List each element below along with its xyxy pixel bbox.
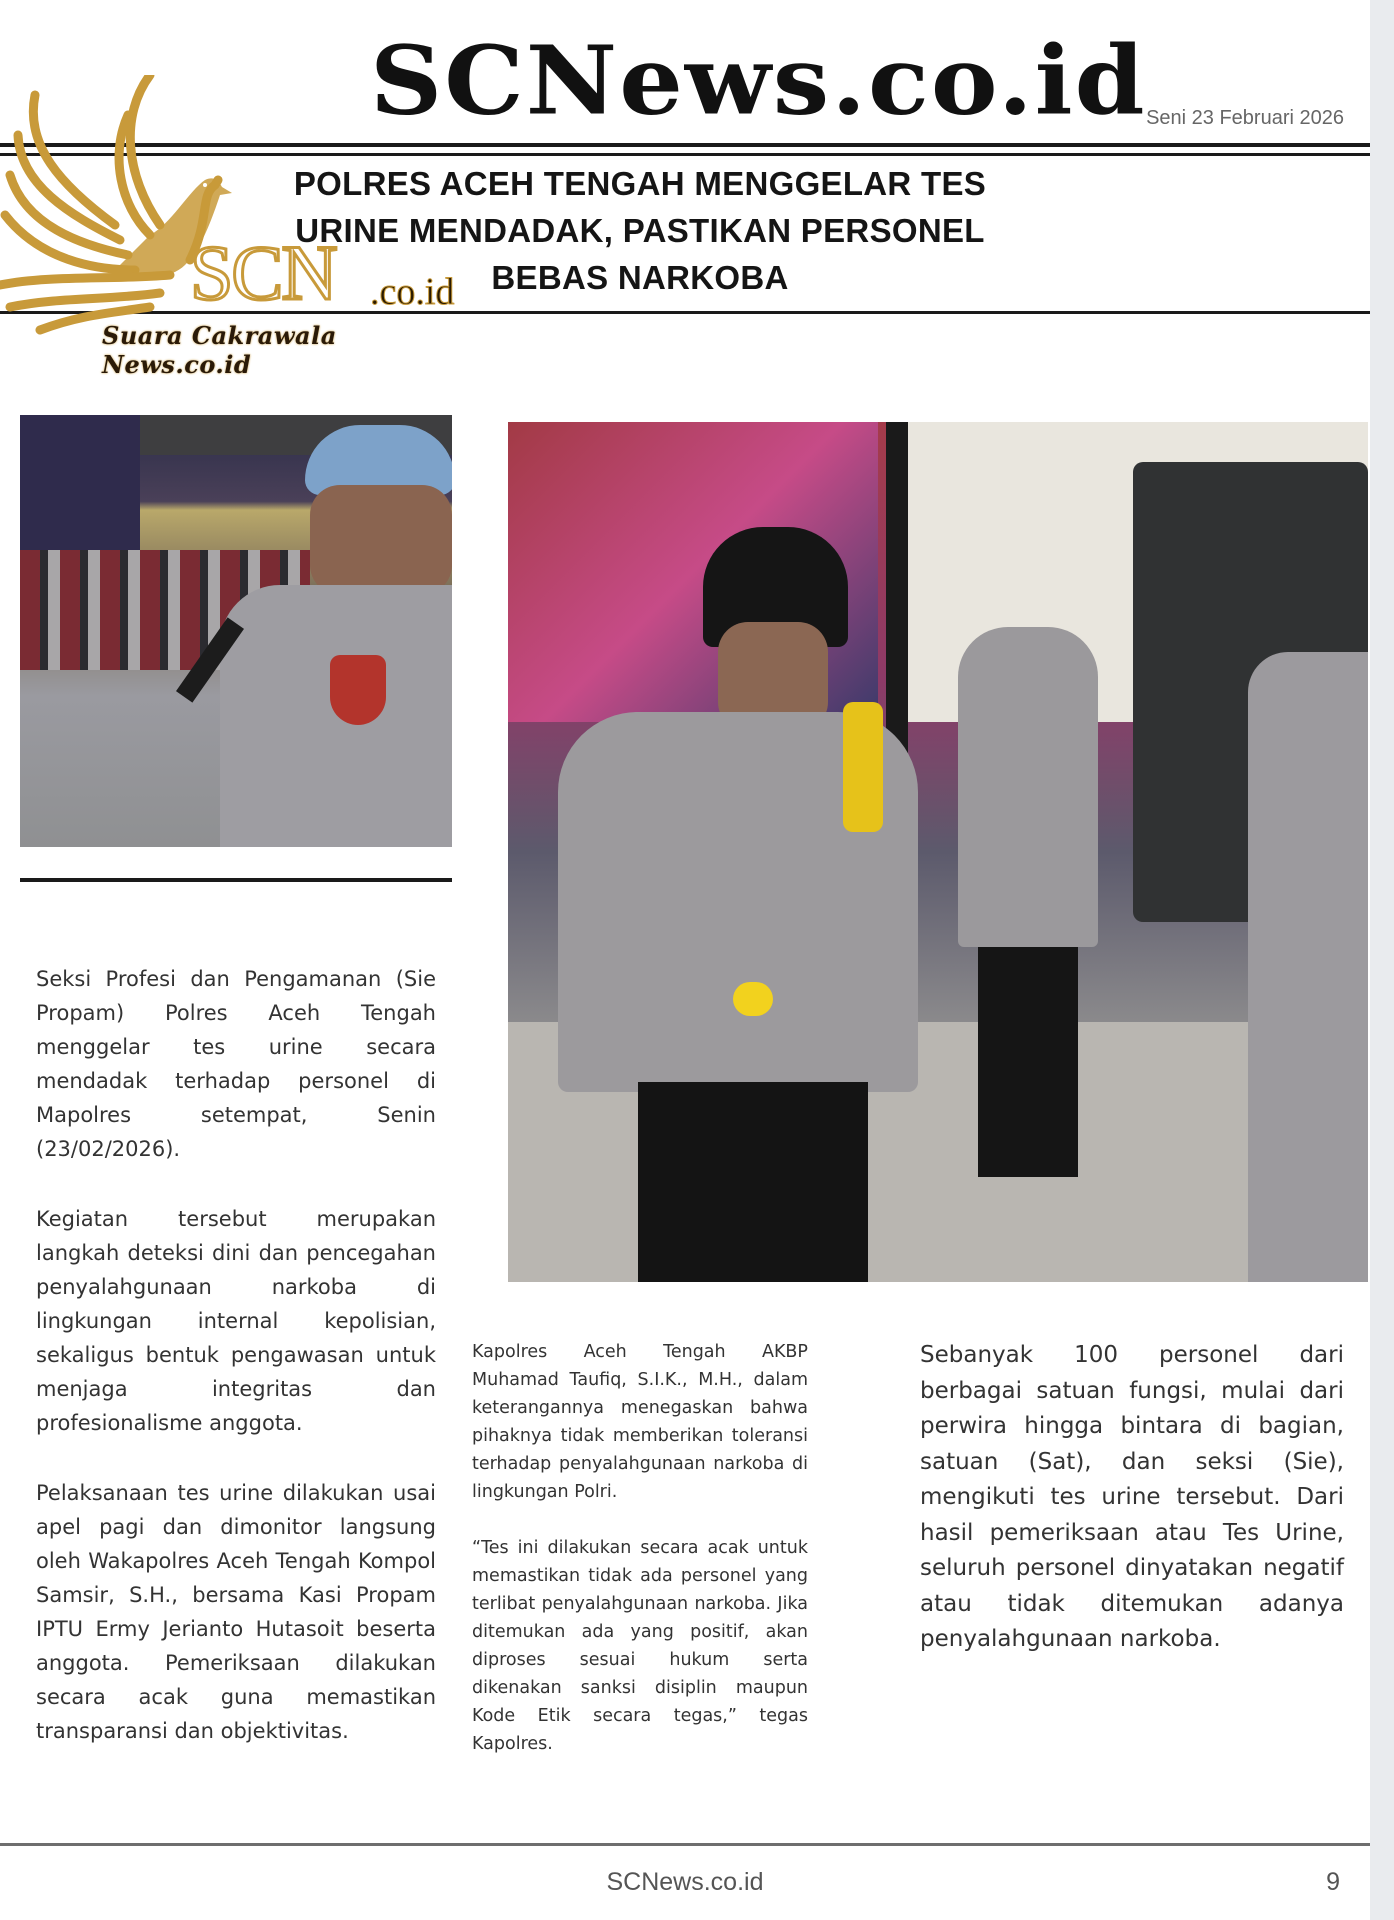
photo-officer-on-phone-trousers xyxy=(978,947,1078,1177)
footer-site-name: SCNews.co.id xyxy=(606,1868,764,1896)
logo-mark: SCN xyxy=(190,229,336,316)
photo-officer-on-phone xyxy=(958,627,1098,947)
paragraph: Seksi Profesi dan Pengamanan (Sie Propam) Polres Aceh Tengah menggelar tes urine secara mendadak terhadap personel di Mapolres setempat, Senin (23/02/2026). xyxy=(36,967,436,1161)
article-photo-speaker xyxy=(20,415,452,847)
photo-sample-container xyxy=(733,982,773,1016)
scn-logo xyxy=(0,75,480,379)
logo-suffix: .co.id xyxy=(370,271,455,313)
issue-date: Seni 23 Februari 2026 xyxy=(1146,107,1344,129)
footer-rule xyxy=(0,1843,1370,1846)
article-column-right xyxy=(920,1338,1344,1694)
masthead-title: SCNews.co.id xyxy=(370,23,1147,137)
article-headline: POLRES ACEH TENGAH MENGGELAR TES URINE MENDADAK, PASTIKAN PERSONEL BEBAS NARKOBA xyxy=(293,165,987,296)
photo-uniform xyxy=(220,585,452,847)
photo-shoulder-patch xyxy=(330,655,386,725)
paragraph: Kegiatan tersebut merupakan langkah deteksi dini dan pencegahan penyalahgunaan narkoba di lingkungan internal kepolisian, sekaligus bentuk pengawasan untuk menjaga integritas dan profesionalisme anggota. xyxy=(36,1207,436,1435)
page-number: 9 xyxy=(1326,1868,1340,1896)
logo-tagline: Suara Cakrawala News.co.id xyxy=(102,321,337,379)
quote-paragraph: “Tes ini dilakukan secara acak untuk memastikan tidak ada personel yang terlibat penyalahgunaan narkoba. Jika ditemukan ada yang positif, akan diproses sesuai hukum serta dikenakan sanksi disiplin maupun Kode Etik secara tegas,” tegas Kapolres. xyxy=(472,1538,808,1754)
article-column-middle xyxy=(472,1338,808,1786)
photo-officer-trousers xyxy=(638,1082,868,1282)
photo-face xyxy=(310,485,452,595)
photo-officer-right xyxy=(1248,652,1368,1282)
photo-caption-rule xyxy=(20,878,452,882)
photo-armband xyxy=(843,702,883,832)
paragraph: Kapolres Aceh Tengah AKBP Muhamad Taufiq, S.I.K., M.H., dalam keterangannya menegaskan bahwa pihaknya tidak memberikan toleransi terhadap penyalahgunaan narkoba di lingkungan Polri. xyxy=(472,1342,808,1502)
paragraph: Sebanyak 100 personel dari berbagai satuan fungsi, mulai dari perwira hingga bintara di bagian, satuan (Sat), dan seksi (Sie), mengikuti tes urine tersebut. Dari hasil pemeriksaan atau Tes Urine, seluruh personel dinyatakan negatif atau tidak ditemukan adanya penyalahgunaan narkoba. xyxy=(920,1342,1344,1652)
paragraph: Pelaksanaan tes urine dilakukan usai apel pagi dan dimonitor langsung oleh Wakapolres Aceh Tengah Kompol Samsir, S.H., bersama Kasi Propam IPTU Ermy Jerianto Hutasoit beserta anggota. Pemeriksaan dilakukan secara acak guna memastikan transparansi dan objektivitas. xyxy=(36,1481,436,1743)
article-column-left xyxy=(36,962,436,1784)
article-photo-urine-test xyxy=(508,422,1368,1282)
